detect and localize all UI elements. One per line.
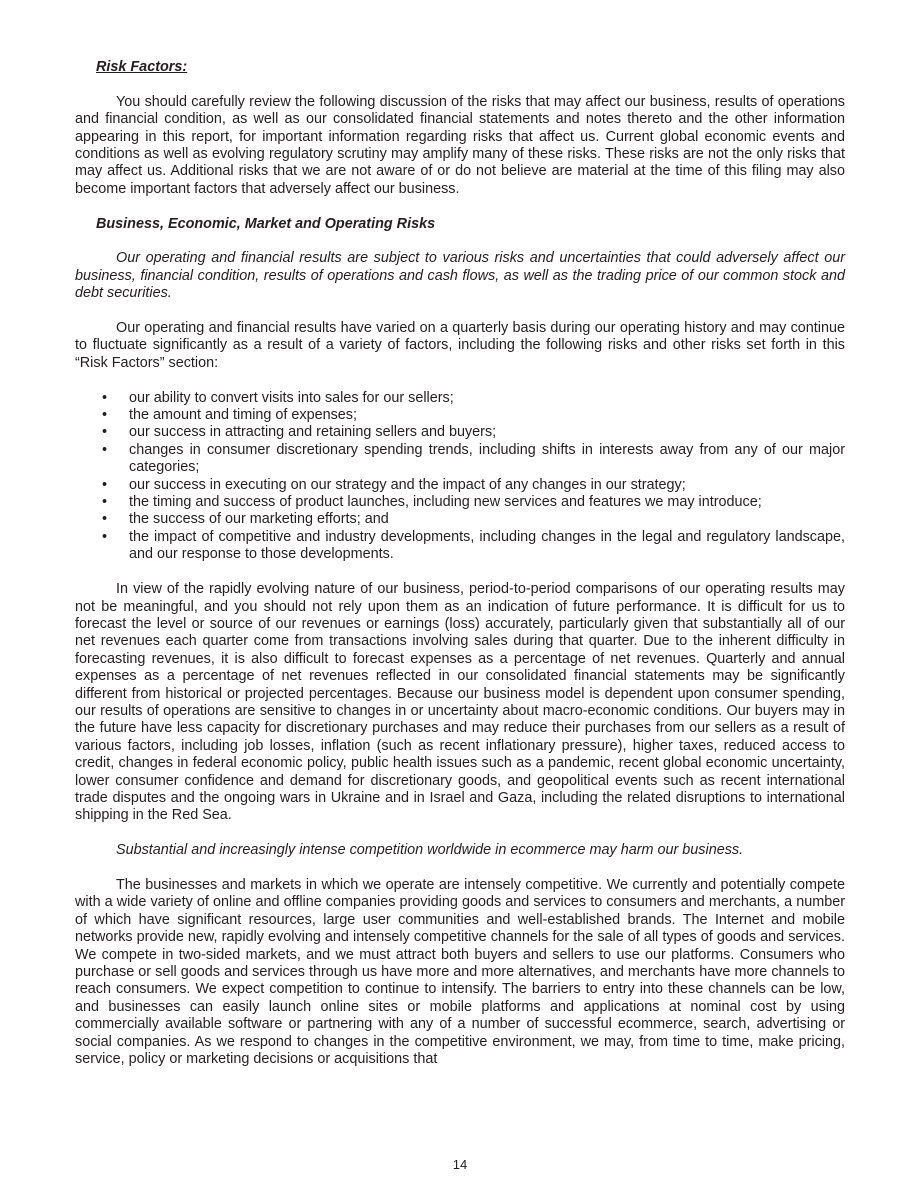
bullet-text: changes in consumer discretionary spending trends, including shifts in interests away from any of our major categories; xyxy=(129,441,845,476)
spacer xyxy=(75,233,845,250)
page-number: 14 xyxy=(452,1157,468,1172)
risk-title-operating-results: Our operating and financial results are subject to various risks and uncertainties that could adversely affect our business, financial condition, results of operations and cash flows, as well as the trading price of our common stock and debt securities. xyxy=(75,250,845,302)
bullet-icon: • xyxy=(102,441,108,458)
section-heading-risk-factors: Risk Factors: xyxy=(96,59,188,75)
bullet-text: our ability to convert visits into sales for our sellers; xyxy=(129,389,454,406)
bullet-item xyxy=(75,529,845,564)
bullet-icon: • xyxy=(102,389,108,406)
spacer xyxy=(75,76,845,93)
bullet-item xyxy=(75,511,845,528)
bullet-item xyxy=(75,407,845,424)
risk-factor-bullet-list xyxy=(75,390,845,564)
spacer xyxy=(75,303,845,320)
bullet-icon: • xyxy=(102,528,108,545)
bullet-icon: • xyxy=(102,476,108,493)
bullet-item xyxy=(75,442,845,477)
bullet-icon: • xyxy=(102,424,108,441)
bullet-icon: • xyxy=(102,511,108,528)
bullet-item xyxy=(75,424,845,441)
spacer xyxy=(75,198,845,215)
spacer xyxy=(75,825,845,842)
bullet-text: the amount and timing of expenses; xyxy=(129,407,357,424)
bullet-item xyxy=(75,494,845,511)
bullet-icon: • xyxy=(102,494,108,511)
spacer xyxy=(75,372,845,389)
bullet-text: the timing and success of product launches, including new services and features we may introduce; xyxy=(129,494,762,511)
bullet-text: the success of our marketing efforts; and xyxy=(129,511,389,528)
bullet-text: our success in executing on our strategy and the impact of any changes in our strategy; xyxy=(129,476,686,493)
risk-paragraph-competition: The businesses and markets in which we operate are intensely competitive. We currently and potentially compete with a wide variety of online and offline companies providing goods and services to consumers and merchants, a number of which have significant resources, large user communities and well-established brands. The Internet and mobile networks provide new, rapidly evolving and intensely competitive channels for the sale of all types of goods and services. We compete in two-sided markets, and we must attract both buyers and sellers to use our platforms. Consumers who purchase or sell goods and services through us have more and more alternatives, and merchants have more channels to reach consumers. We expect competition to continue to intensify. The barriers to entry into these channels can be low, and businesses can easily launch online sites or mobile platforms and applications at nominal cost by using commercially available software or partnering with any of a number of successful ecommerce, search, advertising or social companies. As we respond to changes in the competitive environment, we may, from time to time, make pricing, service, policy or marketing decisions or acquisitions that xyxy=(75,876,845,1068)
spacer xyxy=(75,860,845,877)
risk-paragraph-operating-results: Our operating and financial results have varied on a quarterly basis during our operating history and may continue to fluctuate significantly as a result of a variety of factors, including the following risks and other risks set forth in this “Risk Factors” section: xyxy=(75,320,845,371)
bullet-item xyxy=(75,390,845,407)
bullet-icon: • xyxy=(102,407,108,424)
document-page xyxy=(75,59,845,1068)
bullet-item xyxy=(75,477,845,494)
subheading-business-risks: Business, Economic, Market and Operating Risks xyxy=(96,215,436,232)
risk-title-competition: Substantial and increasingly intense competition worldwide in ecommerce may harm our business. xyxy=(116,842,744,859)
bullet-text: our success in attracting and retaining sellers and buyers; xyxy=(129,424,497,441)
bullet-text: the impact of competitive and industry developments, including changes in the legal and regulatory landscape, and our response to those developments. xyxy=(129,528,845,563)
intro-paragraph: You should carefully review the following discussion of the risks that may affect our business, results of operations and financial condition, as well as our consolidated financial statements and notes thereto and the other information appearing in this report, for important information regarding risks that affect us. Current global economic events and conditions as well as evolving regulatory scrutiny may amplify many of these risks. These risks are not the only risks that may affect us. Additional risks that we are not aware of or do not believe are material at the time of this filing may also become important factors that adversely affect our business. xyxy=(75,93,845,197)
risk-closing-paragraph: In view of the rapidly evolving nature of our business, period-to-period comparisons of our operating results may not be meaningful, and you should not rely upon them as an indication of future performance. It is difficult for us to forecast the level or source of our revenues or earnings (loss) accurately, particularly given that substantially all of our net revenues each quarter come from transactions involving sales during that quarter. Due to the inherent difficulty in forecasting revenues, it is also difficult to forecast expenses as a percentage of net revenues. Quarterly and annual expenses as a percentage of net revenues reflected in our consolidated financial statements may be significantly different from historical or projected percentages. Because our business model is dependent upon consumer spending, our results of operations are sensitive to changes in or uncertainty about macro-economic conditions. Our buyers may in the future have less capacity for discretionary purchases and may reduce their purchases from our sellers as a result of various factors, including job losses, inflation (such as recent inflationary pressure), higher taxes, reduced access to credit, changes in federal economic policy, public health issues such as a pandemic, recent global economic uncertainty, lower consumer confidence and demand for discretionary goods, and geopolitical events such as recent international trade disputes and the ongoing wars in Ukraine and in Israel and Gaza, including the related disruptions to international shipping in the Red Sea. xyxy=(75,581,845,824)
spacer xyxy=(75,564,845,581)
